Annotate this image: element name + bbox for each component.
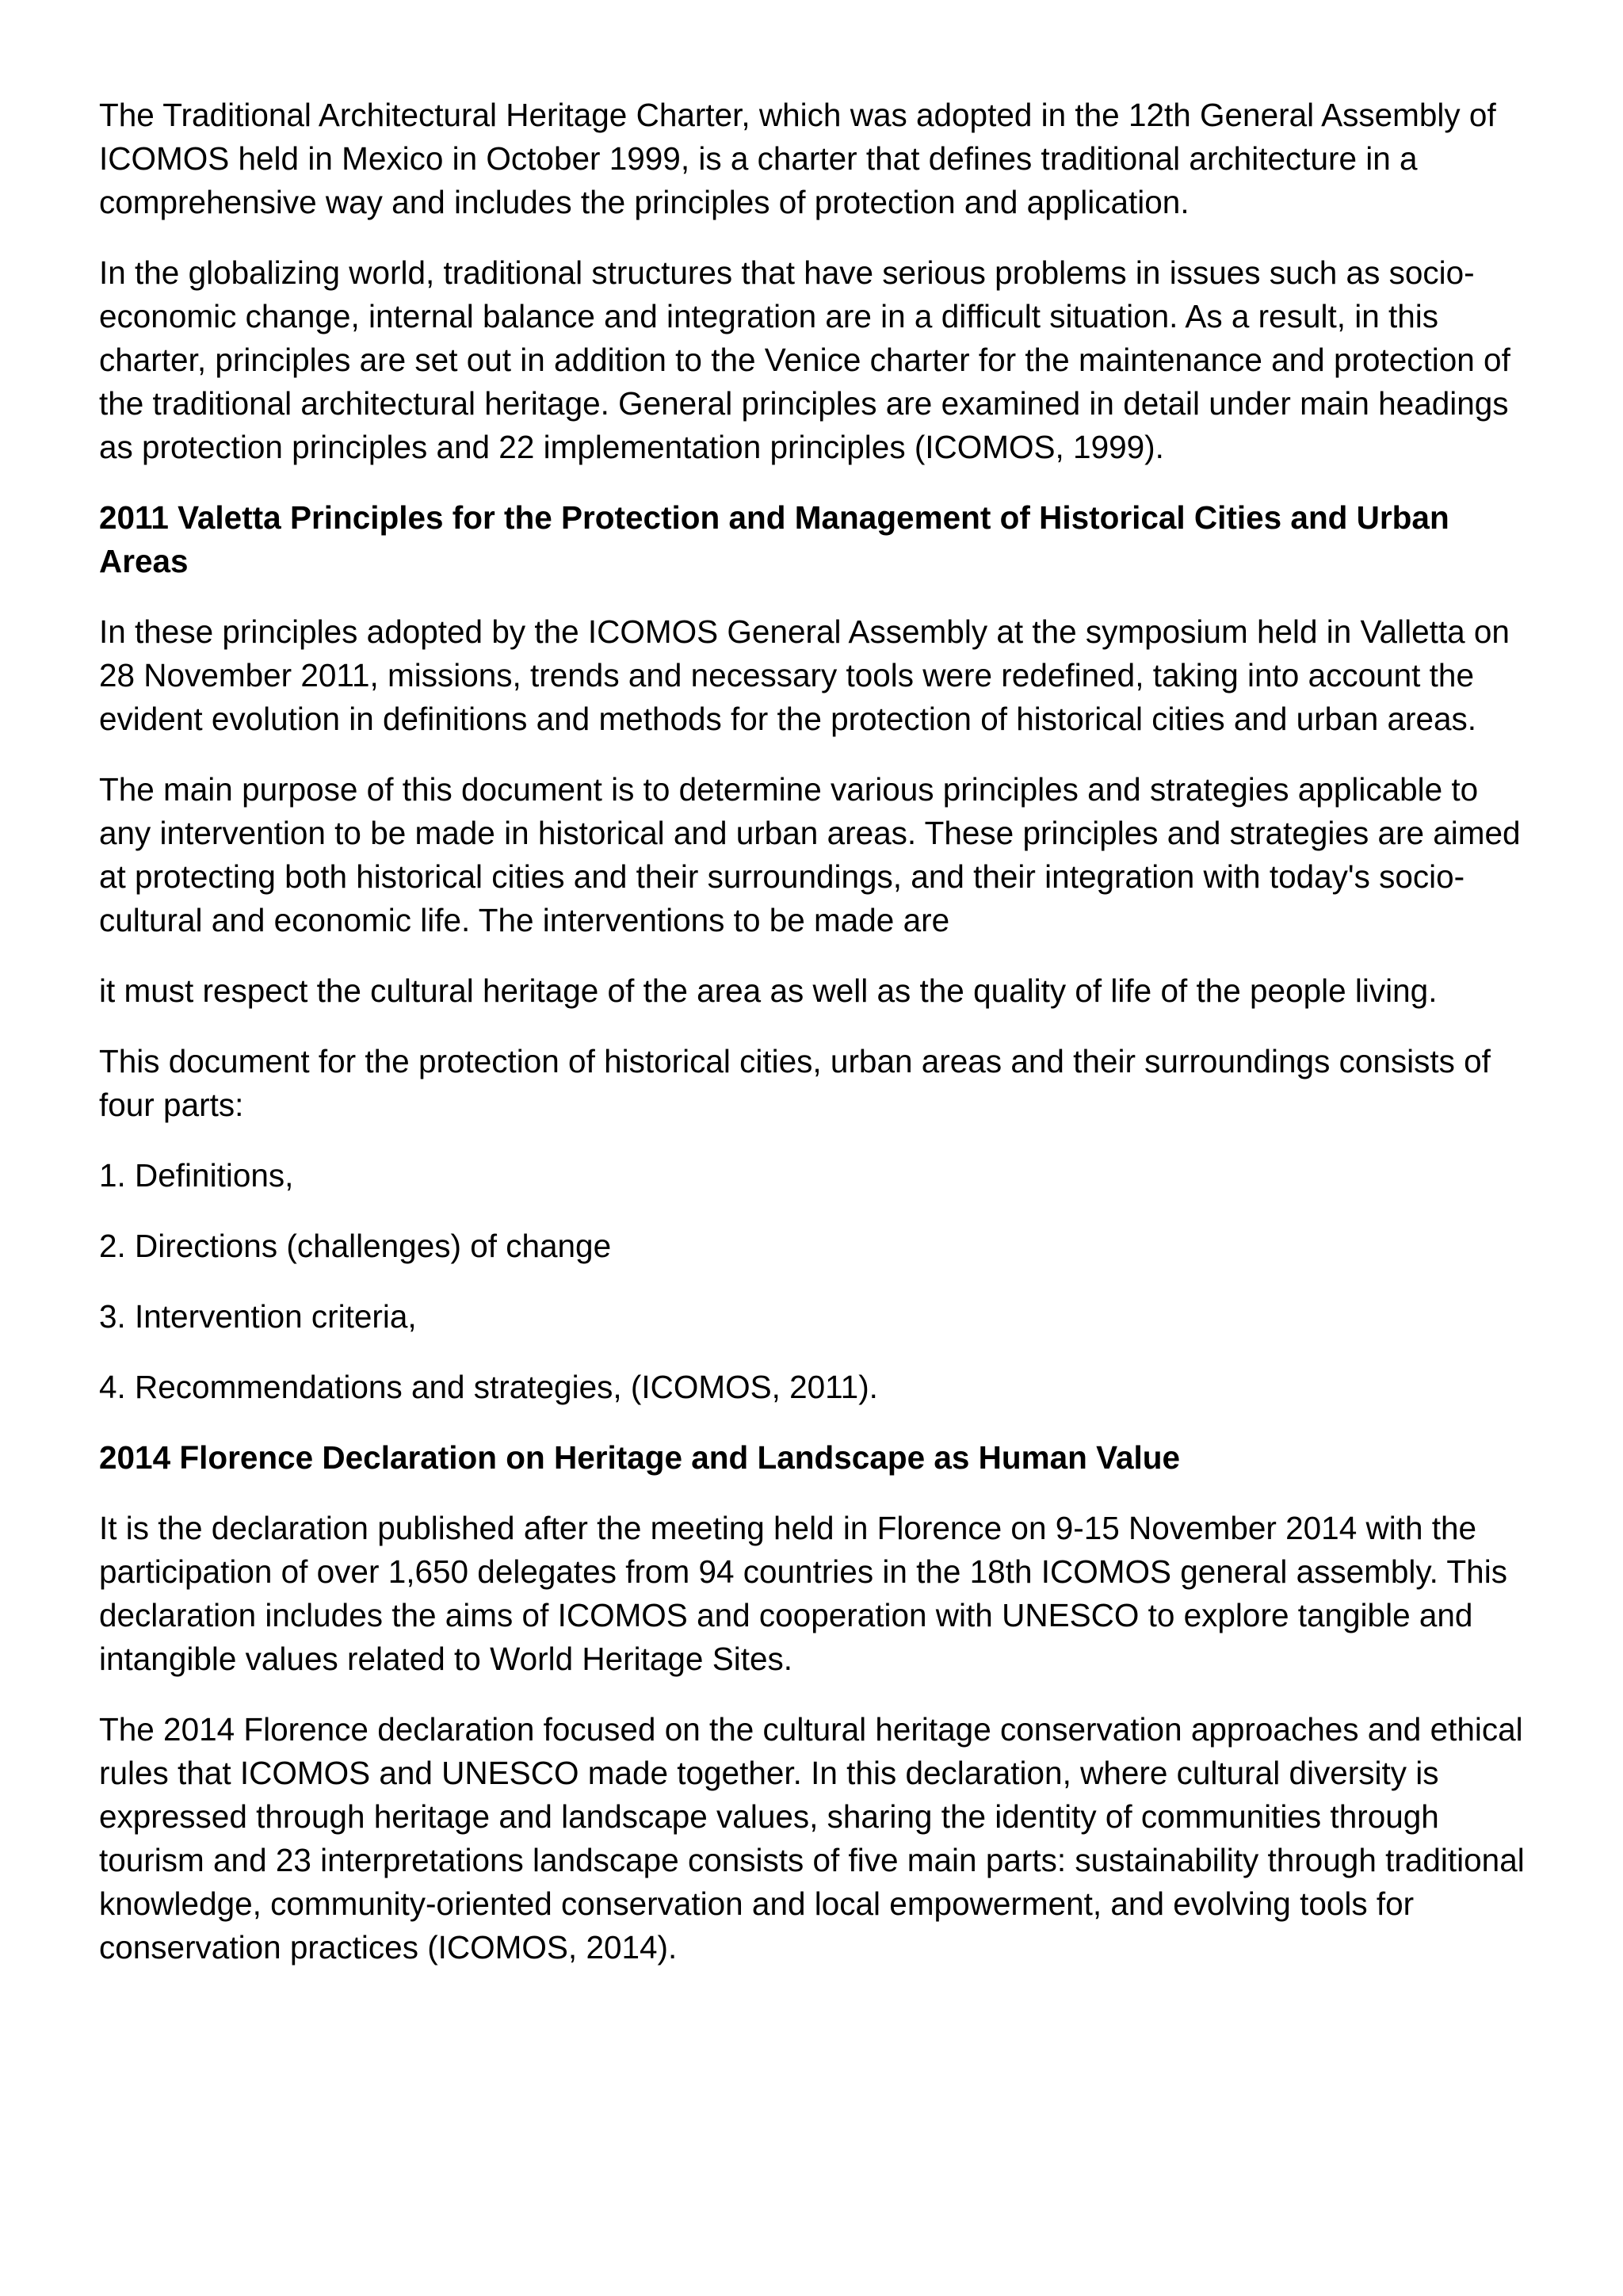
list-item-intervention-criteria: 3. Intervention criteria, (99, 1298, 417, 1335)
paragraph-respect-heritage: it must respect the cultural heritage of the area as well as the quality of life of the people living. (99, 972, 1438, 1009)
paragraph-globalizing-world: In the globalizing world, traditional structures that have serious problems in issues such as socio-economic change, internal balance and integration are in a difficult situation. As a result, in this charter, principles are set out in addition to the Venice charter for the maintenance and protection of the traditional architectural heritage. General principles are examined in detail under main headings as protection principles and 22 implementation principles (ICOMOS, 1999). (99, 254, 1510, 465)
paragraph-four-parts: This document for the protection of historical cities, urban areas and their surroundings consists of four parts: (99, 1043, 1491, 1123)
list-item-directions: 2. Directions (challenges) of change (99, 1228, 612, 1264)
paragraph-florence-meeting: It is the declaration published after the meeting held in Florence on 9-15 November 2014 with the participation of over 1,650 delegates from 94 countries in the 18th ICOMOS general assembly. This declaration includes the aims of ICOMOS and cooperation with UNESCO to explore tangible and intangible values related to World Heritage Sites. (99, 1510, 1507, 1677)
heading-valetta-principles: 2011 Valetta Principles for the Protection and Management of Historical Cities and Urban Areas (99, 499, 1449, 579)
heading-florence-declaration: 2014 Florence Declaration on Heritage and Landscape as Human Value (99, 1439, 1180, 1476)
list-item-definitions: 1. Definitions, (99, 1157, 294, 1194)
paragraph-main-purpose: The main purpose of this document is to determine various principles and strategies applicable to any intervention to be made in historical and urban areas. These principles and strategies are aimed at protecting both historical cities and their surroundings, and their integration with today's socio-cultural and economic life. The interventions to be made are (99, 771, 1521, 938)
paragraph-florence-focus: The 2014 Florence declaration focused on the cultural heritage conservation approaches and ethical rules that ICOMOS and UNESCO made together. In this declaration, where cultural diversity is expressed through heritage and landscape values, sharing the identity of communities through tourism and 23 interpretations landscape consists of five main parts: sustainability through traditional knowledge, community-oriented conservation and local empowerment, and evolving tools for conservation practices (ICOMOS, 2014). (99, 1711, 1525, 1966)
paragraph-valletta-assembly: In these principles adopted by the ICOMOS General Assembly at the symposium held in Valletta on 28 November 2011, missions, trends and necessary tools were redefined, taking into account the evident evolution in definitions and methods for the protection of historical cities and urban areas. (99, 613, 1510, 737)
list-item-recommendations: 4. Recommendations and strategies, (ICOMOS, 2011). (99, 1369, 878, 1405)
paragraph-heritage-charter-intro: The Traditional Architectural Heritage Charter, which was adopted in the 12th General Assembly of ICOMOS held in Mexico in October 1999, is a charter that defines traditional architecture in a comprehensive way and includes the principles of protection and application. (99, 97, 1496, 220)
